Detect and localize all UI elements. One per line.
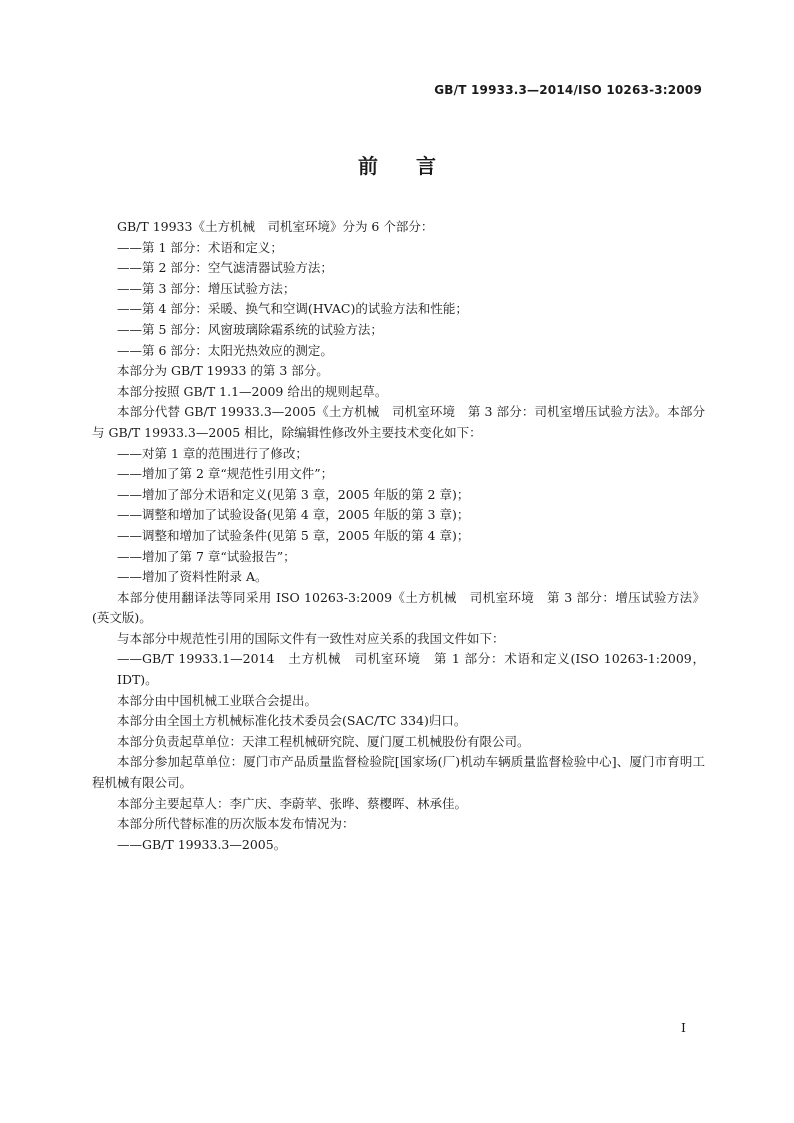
paragraph-previous-editions: 本部分所代替标准的历次版本发布情况为： bbox=[117, 816, 355, 832]
standard-number-header: GB/T 19933.3—2014/ISO 10263-3:2009 bbox=[434, 83, 702, 97]
list-item-part-1: ——第 1 部分：术语和定义； bbox=[117, 239, 283, 255]
paragraph-translation-method: 本部分使用翻译法等同采用 ISO 10263-3:2009《土方机械 司机室环境 第 3 部分：增压试验方法》(英文版)。 bbox=[92, 589, 705, 626]
list-item-part-2: ——第 2 部分：空气滤清器试验方法； bbox=[117, 260, 333, 276]
page-number: I bbox=[681, 1020, 686, 1035]
list-item-part-5: ——第 5 部分：风窗玻璃除霜系统的试验方法； bbox=[117, 321, 383, 337]
list-item-change-1: ——对第 1 章的范围进行了修改； bbox=[117, 445, 308, 461]
page-title: 前言 bbox=[358, 154, 474, 178]
list-item-change-4: ——调整和增加了试验设备(见第 4 章，2005 年版的第 3 章)； bbox=[117, 507, 470, 523]
list-item-change-2: ——增加了第 2 章“规范性引用文件”； bbox=[117, 466, 334, 482]
foreword-body bbox=[92, 217, 705, 855]
paragraph-under-jurisdiction: 本部分由全国土方机械标准化技术委员会(SAC/TC 334)归口。 bbox=[117, 713, 467, 729]
list-item-change-3: ——增加了部分术语和定义(见第 3 章，2005 年版的第 2 章)； bbox=[117, 486, 470, 502]
list-item-part-4: ——第 4 部分：采暖、换气和空调(HVAC)的试验方法和性能； bbox=[117, 301, 468, 317]
list-item-change-7: ——增加了资料性附录 A。 bbox=[117, 569, 268, 585]
paragraph-this-part: 本部分为 GB/T 19933 的第 3 部分。 bbox=[117, 363, 329, 379]
paragraph-parts-intro: GB/T 19933《土方机械 司机室环境》分为 6 个部分： bbox=[117, 219, 434, 234]
paragraph-correspondence: 与本部分中规范性引用的国际文件有一致性对应关系的我国文件如下： bbox=[117, 630, 505, 646]
list-item-change-5: ——调整和增加了试验条件(见第 5 章，2005 年版的第 4 章)； bbox=[117, 527, 470, 543]
paragraph-lead-drafters: 本部分负责起草单位：天津工程机械研究院、厦门厦工机械股份有限公司。 bbox=[117, 733, 530, 749]
list-item-previous-edition: ——GB/T 19933.3—2005。 bbox=[117, 836, 287, 852]
paragraph-main-drafters: 本部分主要起草人：李广庆、李蔚苹、张晔、蔡樱晖、林承佳。 bbox=[117, 795, 468, 811]
paragraph-participating-drafters: 本部分参加起草单位：厦门市产品质量监督检验院[国家场(厂)机动车辆质量监督检验中心]、厦门市育明工程机械有限公司。 bbox=[92, 754, 705, 791]
list-item-part-3: ——第 3 部分：增压试验方法； bbox=[117, 280, 296, 296]
paragraph-replaces: 本部分代替 GB/T 19933.3—2005《土方机械 司机室环境 第 3 部分：司机室增压试验方法》。本部分与 GB/T 19933.3—2005 相比，除编辑性修改外主要技术变化如下： bbox=[92, 404, 705, 440]
list-item-correspondence: ——GB/T 19933.1—2014 土方机械 司机室环境 第 1 部分：术语和定义(ISO 10263-1:2009，IDT)。 bbox=[117, 651, 705, 688]
list-item-part-6: ——第 6 部分：太阳光热效应的测定。 bbox=[117, 342, 333, 358]
list-item-change-6: ——增加了第 7 章“试验报告”； bbox=[117, 548, 296, 564]
paragraph-proposed-by: 本部分由中国机械工业联合会提出。 bbox=[117, 692, 318, 708]
paragraph-drafting-rules: 本部分按照 GB/T 1.1—2009 给出的规则起草。 bbox=[117, 383, 388, 399]
